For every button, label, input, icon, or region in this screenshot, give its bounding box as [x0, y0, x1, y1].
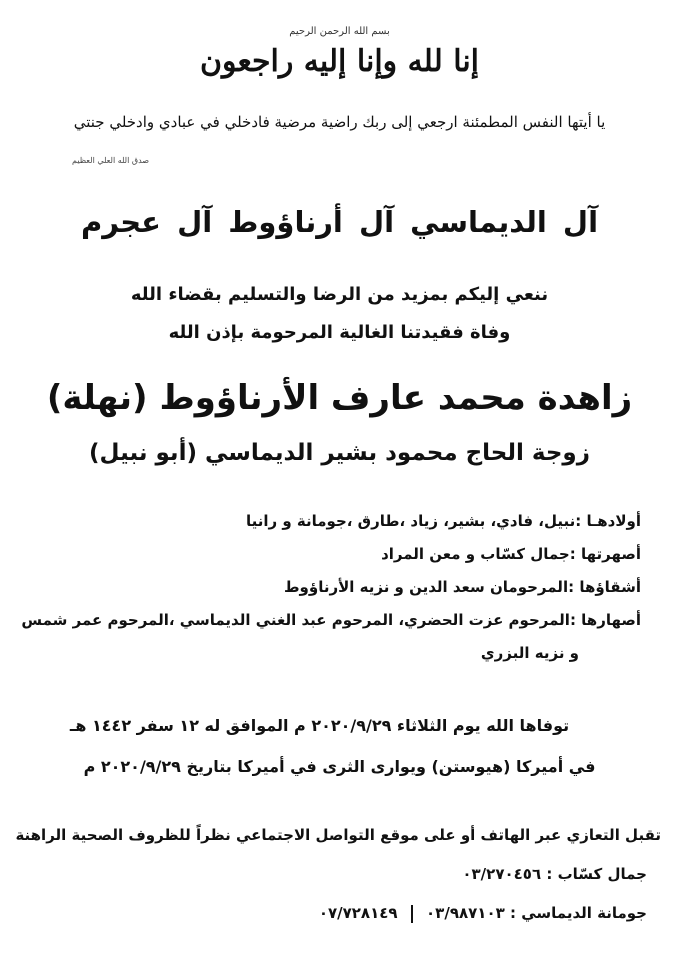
sadaqa-text: صدق الله العلي العظيم: [72, 156, 150, 165]
basmala: بسم الله الرحمن الرحيم: [289, 26, 390, 37]
intro-line-1: ننعي إليكم بمزيد من الرضا والتسليم بقضاء الله: [130, 284, 549, 305]
condolences-note: تقبل التعازي عبر الهاتف أو على موقع التواصل الاجتماعي نظراً للظروف الصحية الراهنة: [15, 826, 661, 844]
contact-name-2: جومانة الديماسي :: [510, 904, 647, 922]
siblings-row: [20, 578, 641, 596]
in-laws-label: أصهارها :: [569, 611, 641, 629]
death-date-line: توفاها الله يوم الثلاثاء ٢٠٢٠/٩/٢٩ م الموافق له ١٢ سفر ١٤٤٢ هـ: [69, 716, 570, 735]
husband-line: زوجة الحاج محمود بشير الديماسي (أبو نبيل): [89, 440, 590, 466]
quran-verse: يا أيتها النفس المطمئنة ارجعي إلى ربك راضية مرضية فادخلي في عبادي وادخلي جنتي: [73, 113, 606, 131]
in-laws-row: [20, 611, 641, 629]
siblings-label: أشقاؤها :: [568, 578, 641, 596]
in-laws-continued: و نزيه البزري: [480, 644, 579, 662]
contact-phone-2a: ٠٣/٩٨٧١٠٣: [426, 904, 505, 922]
contact-phone-2b: ٠٧/٧٢٨١٤٩: [318, 904, 398, 922]
children-row: [20, 512, 641, 530]
siblings-list: المرحومان سعد الدين و نزيه الأرناؤوط: [283, 578, 569, 596]
sons-in-law-label: أصهرتها :: [569, 545, 641, 563]
in-laws-list: المرحوم عزت الحضري، المرحوم عبد الغني الديماسي ،المرحوم عمر شمس: [21, 611, 570, 629]
children-list: نبيل، فادي، بشير، زياد ،طارق ،جومانة و رانيا: [245, 512, 576, 530]
intro-line-2: وفاة فقيدتنا الغالية المرحومة بإذن الله: [168, 322, 511, 343]
family-names: آل الديماسي آل أرناؤوط آل عجرم: [80, 205, 599, 239]
quran-main-verse: إنا لله وإنا إليه راجعون: [199, 44, 480, 79]
sons-in-law-list: جمال كسّاب و معن المراد: [381, 545, 570, 563]
contact-row-1: [462, 865, 647, 883]
contact-name-1: جمال كسّاب :: [546, 865, 647, 883]
contact-row-2: [319, 904, 647, 923]
deceased-name: زاهدة محمد عارف الأرناؤوط (نهلة): [46, 378, 633, 418]
phone-separator: [411, 905, 413, 923]
burial-line: في أميركا (هيوستن) ويوارى الثرى في أميركا بتاريخ ٢٠٢٠/٩/٢٩ م: [83, 757, 596, 776]
children-label: أولادهـا :: [575, 512, 641, 530]
sons-in-law-row: [20, 545, 641, 563]
contact-phone-1: ٠٣/٢٧٠٤٥٦: [462, 865, 542, 883]
